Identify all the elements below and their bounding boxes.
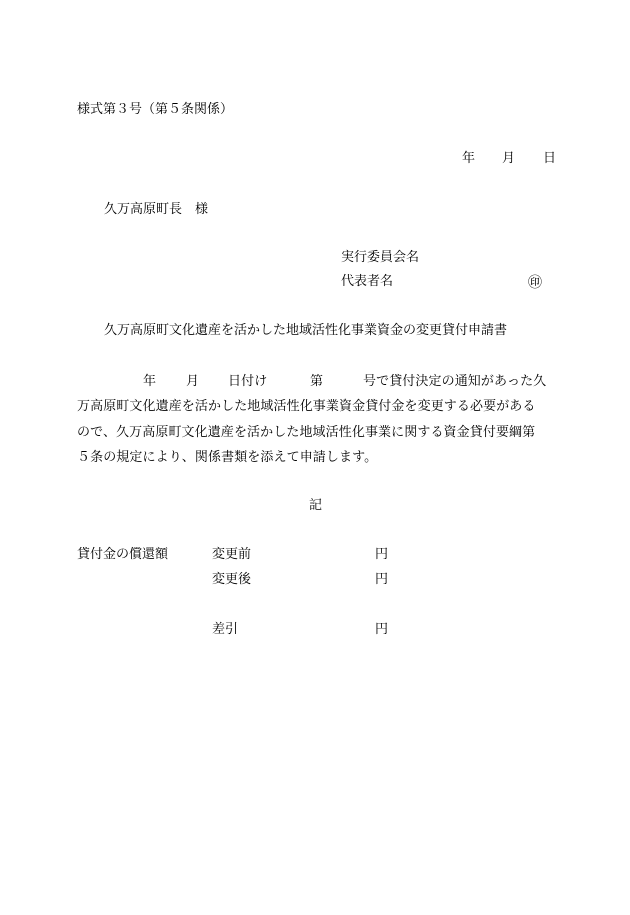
repayment-before-unit: 円 [375, 547, 389, 562]
seal-mark: ㊞ [528, 275, 542, 291]
repayment-before-label: 変更前 [212, 547, 252, 562]
body-line-2: 万高原町文化遺産を活かした地域活性化事業資金貸付金を変更する必要がある [77, 399, 536, 414]
ki-heading: 記 [309, 498, 323, 513]
body-line-4: ５条の規定により、関係書類を添えて申請します。 [77, 450, 378, 465]
date-day-label: 日 [543, 151, 557, 166]
repayment-after-label: 変更後 [212, 572, 252, 587]
document-title: 久万高原町文化遺産を活かした地域活性化事業資金の変更貸付申請書 [104, 323, 508, 338]
body-year-label: 年 [143, 374, 157, 389]
repayment-difference-unit: 円 [375, 622, 389, 637]
committee-name-label: 実行委員会名 [341, 250, 420, 265]
body-number-prefix: 第 [310, 374, 324, 389]
repayment-difference-label: 差引 [212, 622, 239, 637]
date-month-label: 月 [502, 151, 516, 166]
body-dated-label: 日付け [228, 374, 268, 389]
body-line-1-rest: 号で貸付決定の通知があった久 [363, 374, 547, 389]
repayment-after-unit: 円 [375, 572, 389, 587]
form-number: 様式第３号（第５条関係） [77, 102, 234, 117]
representative-label: 代表者名 [341, 274, 394, 289]
repayment-label: 貸付金の償還額 [77, 547, 169, 562]
body-month-label: 月 [186, 374, 200, 389]
date-year-label: 年 [462, 151, 476, 166]
addressee: 久万高原町長 様 [104, 202, 209, 217]
body-line-3: ので、久万高原町文化遺産を活かした地域活性化事業に関する資金貸付要綱第 [77, 425, 536, 440]
